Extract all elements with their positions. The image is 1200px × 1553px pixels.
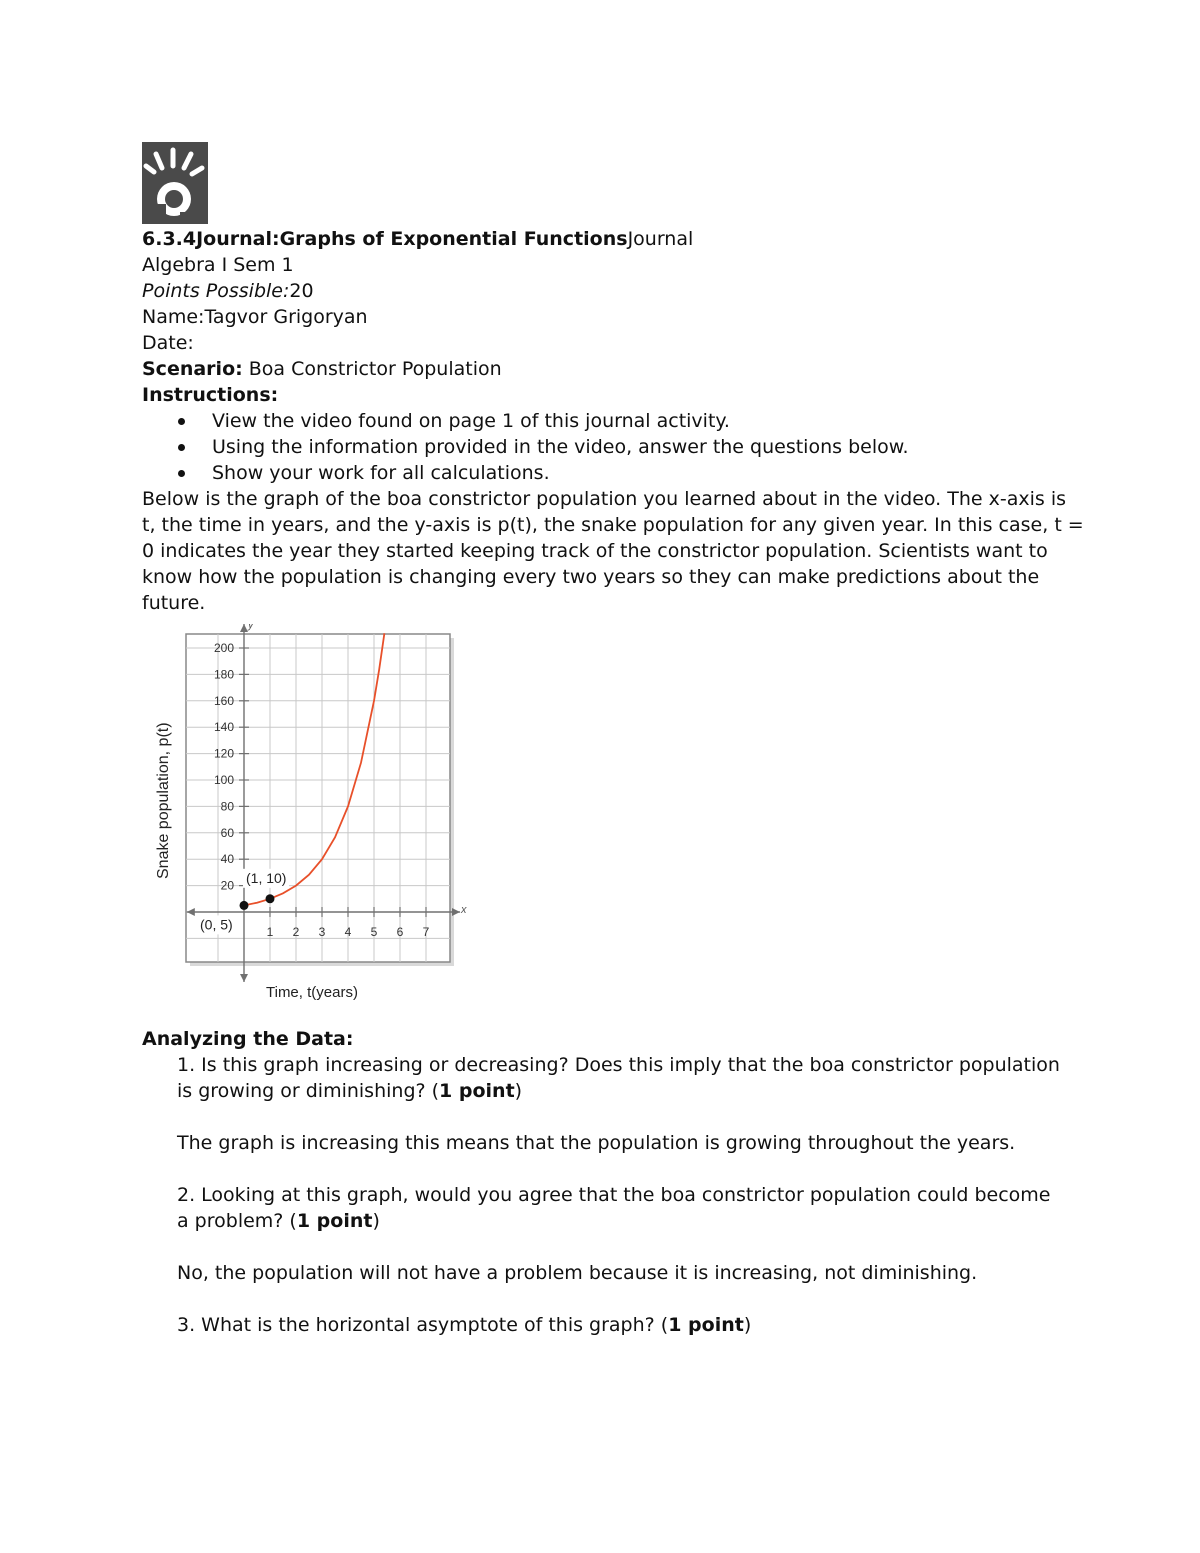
intro-line: future.: [142, 592, 206, 614]
sunburst-bulb-logo-icon: [142, 142, 208, 224]
data-point: [266, 894, 275, 903]
y-axis-letter: y: [248, 624, 254, 631]
name-value: Tagvor Grigoryan: [204, 306, 368, 328]
scenario-line: [142, 356, 1072, 382]
points-badge: 1 point: [296, 1210, 373, 1232]
x-tick-label: 3: [318, 925, 326, 939]
question-text: is growing or diminishing? (: [177, 1080, 440, 1102]
question-2-line-2: [177, 1208, 1072, 1234]
y-tick-label: 140: [213, 720, 234, 735]
y-tick-label: 100: [213, 773, 234, 787]
question-3: [177, 1312, 1072, 1338]
scenario-text: Boa Constrictor Population: [242, 358, 502, 380]
data-point: [240, 901, 249, 910]
analysis-heading: [142, 1026, 1072, 1052]
instructions-list: [142, 408, 1072, 486]
points-value: 20: [289, 280, 314, 302]
point-label: (1, 10): [246, 869, 287, 886]
y-axis-label: Snake population, p(t): [155, 722, 172, 879]
points-badge: 1 point: [439, 1080, 515, 1102]
x-tick-label: 7: [422, 925, 430, 939]
x-tick-label: 6: [396, 925, 404, 939]
y-tick-label: 80: [220, 799, 234, 814]
student-name: [142, 304, 1072, 330]
y-tick-label: 120: [213, 746, 234, 761]
date-line: Date:: [142, 332, 194, 354]
y-tick-label: 180: [213, 667, 234, 682]
population-chart-svg: [148, 624, 488, 1016]
intro-line: Below is the graph of the boa constrictor population you learned about in the video. The x-axis is: [142, 488, 1067, 510]
points-possible: [142, 278, 1072, 304]
course-name: Algebra I Sem 1: [142, 254, 294, 276]
x-tick-label: 4: [344, 925, 352, 939]
question-1-line-1: 1. Is this graph increasing or decreasing? Does this imply that the boa constrictor population: [177, 1054, 1060, 1076]
question-close: ): [743, 1314, 752, 1336]
question-text: 3. What is the horizontal asymptote of this graph? (: [177, 1314, 669, 1336]
question-close: ): [514, 1080, 523, 1102]
intro-line: 0 indicates the year they started keeping track of the constrictor population. Scientists want to: [142, 540, 1048, 562]
title-suffix-text: Journal: [627, 228, 694, 250]
analysis-heading-text: Analyzing the Data:: [142, 1028, 354, 1050]
scenario-label: Scenario:: [142, 358, 243, 380]
y-axis-arrow-down: [240, 974, 248, 982]
y-tick-label: 20: [220, 878, 234, 893]
y-tick-label: 200: [213, 641, 234, 655]
page-title: [142, 226, 1072, 252]
x-tick-label: 1: [266, 925, 274, 939]
x-tick-label: 2: [292, 925, 300, 939]
answer-2: No, the population will not have a problem because it is increasing, not diminishing.: [177, 1262, 978, 1284]
instructions-heading: [142, 382, 1072, 408]
y-axis-arrow-up: [240, 624, 248, 632]
question-2-line-1: 2. Looking at this graph, would you agree that the boa constrictor population could become: [177, 1184, 1051, 1206]
name-label: Name:: [142, 306, 205, 328]
points-badge: 1 point: [668, 1314, 744, 1336]
list-item: View the video found on page 1 of this journal activity.: [178, 408, 1072, 434]
points-label: Points Possible:: [142, 280, 290, 302]
y-tick-label: 40: [220, 852, 234, 867]
point-label: (0, 5): [200, 916, 233, 933]
x-axis-arrow-right: [452, 908, 460, 916]
list-item: Show your work for all calculations.: [178, 460, 1072, 486]
instructions-label: Instructions:: [142, 384, 279, 406]
question-text: a problem? (: [177, 1210, 297, 1232]
question-1-line-2: [177, 1078, 1072, 1104]
population-graph: [148, 624, 488, 1016]
x-axis-letter: x: [461, 904, 467, 916]
y-tick-label: 60: [220, 825, 234, 840]
intro-line: t, the time in years, and the y-axis is p(t), the snake population for any given year. In this case, t =: [142, 514, 1084, 536]
title-bold-text: 6.3.4Journal:Graphs of Exponential Functions: [142, 228, 628, 250]
journal-page: [142, 142, 1084, 1338]
intro-paragraph: [142, 486, 1084, 616]
question-close: ): [372, 1210, 380, 1232]
list-item: Using the information provided in the video, answer the questions below.: [178, 434, 1072, 460]
chart-frame: [186, 634, 450, 962]
x-axis-label: Time, t(years): [266, 984, 358, 1001]
intro-line: know how the population is changing every two years so they can make predictions about the: [142, 566, 1040, 588]
answer-1: The graph is increasing this means that the population is growing throughout the years.: [177, 1132, 1016, 1154]
questions-block: [177, 1052, 1072, 1338]
y-tick-label: 160: [213, 693, 234, 708]
x-tick-label: 5: [370, 925, 378, 939]
